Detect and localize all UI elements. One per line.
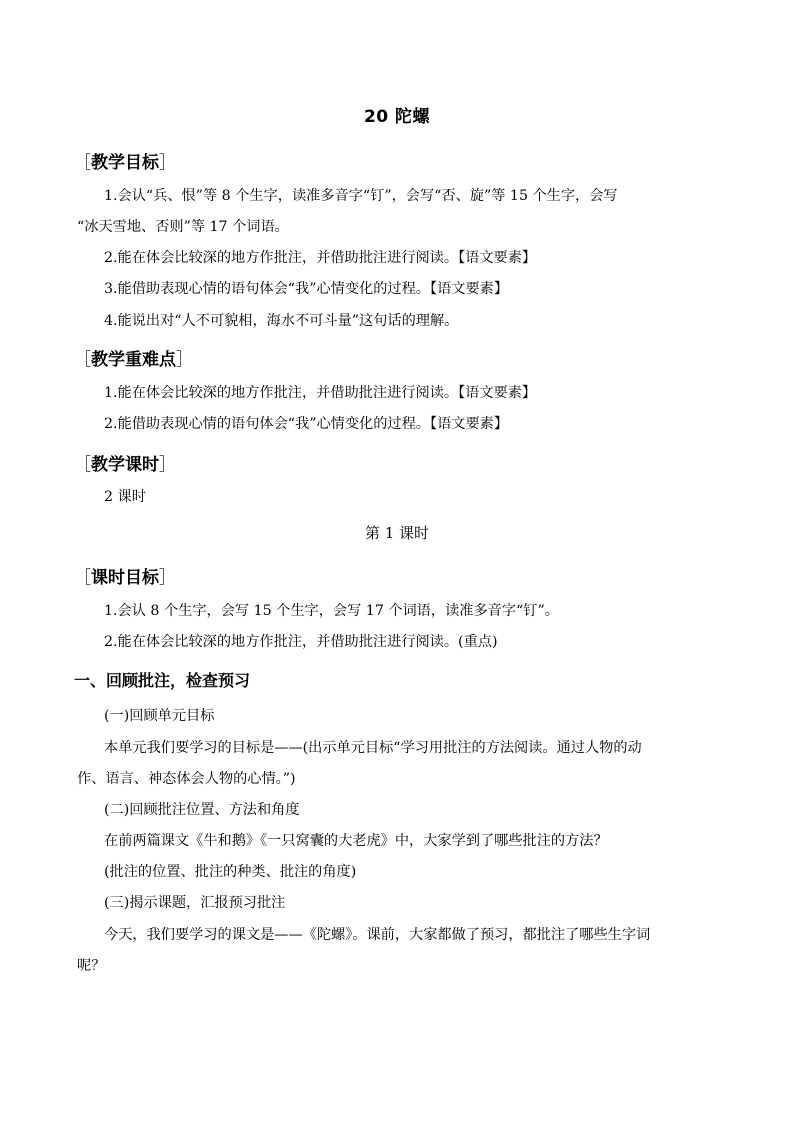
- lesson-goal-2: 2.能在体会比较深的地方作批注，并借助批注进行阅读。(重点): [104, 634, 498, 650]
- part1-line: 本单元我们要学习的目标是——(出示单元目标“学习用批注的方法阅读。通过人物的动: [104, 740, 642, 756]
- part1-line: 呢？: [77, 958, 106, 974]
- key-point-1: 1.能在体会比较深的地方作批注，并借助批注进行阅读。【语文要素】: [104, 385, 537, 401]
- class-hours-value: 2 课时: [104, 489, 146, 505]
- page-title: 20 陀螺: [363, 107, 431, 127]
- goal-item-1-cont: “冰天雪地、否则”等 17 个词语。: [77, 219, 289, 235]
- part1-line: 作、语言、神态体会人物的心情。”): [77, 771, 296, 787]
- lesson-goals-heading: ［课时目标］: [74, 568, 176, 588]
- goal-item-1: 1.会认“兵、恨”等 8 个生字，读准多音字“钉”，会写“否、旋”等 15 个生字，会写: [104, 188, 618, 204]
- part1-line: 今天，我们要学习的课文是——《陀螺》。课前，大家都做了预习，都批注了哪些生字词: [104, 927, 651, 943]
- part1-line: (三)揭示课题，汇报预习批注: [104, 895, 286, 911]
- part1-line: (二)回顾批注位置、方法和角度: [104, 802, 300, 818]
- teaching-goals-heading: ［教学目标］: [74, 153, 176, 173]
- lesson-goal-1: 1.会认 8 个生字，会写 15 个生字，会写 17 个词语，读准多音字“钉”。: [104, 603, 559, 619]
- goal-item-4: 4.能说出对“人不可貌相，海水不可斗量”这句话的理解。: [104, 313, 459, 329]
- part1-line: (批注的位置、批注的种类、批注的角度): [104, 864, 357, 880]
- key-points-heading: ［教学重难点］: [74, 350, 193, 370]
- class-hours-heading: ［教学课时］: [74, 455, 176, 475]
- lesson-title: 第 1 课时: [364, 524, 430, 542]
- part1-line: 在前两篇课文《牛和鹅》《一只窝囊的大老虎》中，大家学到了哪些批注的方法？: [104, 833, 608, 849]
- part1-heading: 一、回顾批注，检查预习: [74, 671, 251, 690]
- key-point-2: 2.能借助表现心情的语句体会“我”心情变化的过程。【语文要素】: [104, 416, 509, 432]
- goal-item-2: 2.能在体会比较深的地方作批注，并借助批注进行阅读。【语文要素】: [104, 250, 537, 266]
- goal-item-3: 3.能借助表现心情的语句体会“我”心情变化的过程。【语文要素】: [104, 281, 509, 297]
- part1-line: (一)回顾单元目标: [104, 708, 215, 724]
